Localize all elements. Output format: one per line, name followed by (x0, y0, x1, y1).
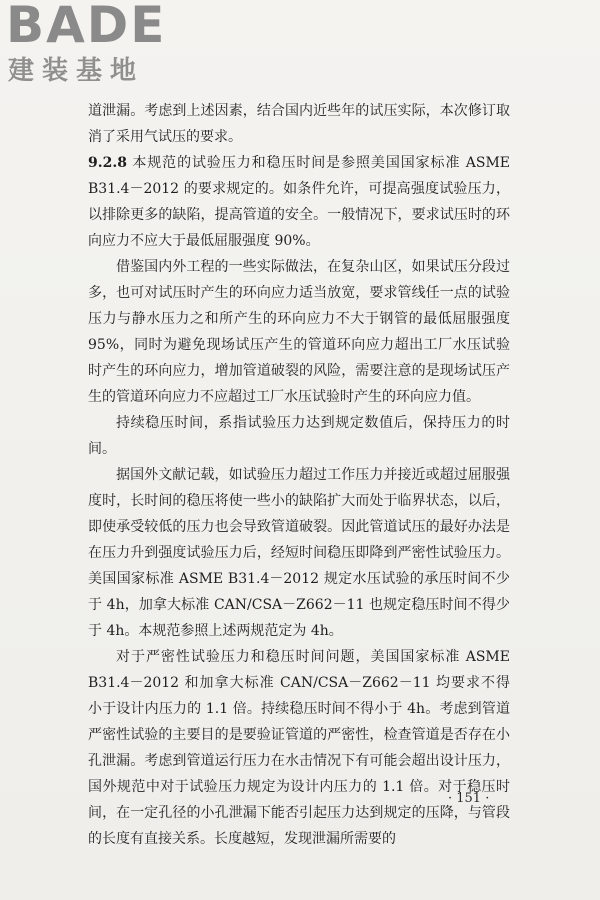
paragraph-text: 借鉴国内外工程的一些实际做法，在复杂山区，如果试压分段过多，也可对试压时产生的环向应力适当放宽，要求管线任一点的试验压力与静水压力之和所产生的环向应力不大于钢管的最低屈服强度 95%，同时为避免现场试压产生的管道环向应力超出工厂水压试验时产生的环向应力，增加管道破裂的风险，需要注意的是现场试压产生的管道环向应力不应超过工厂水压试验时产生的环向应力值。 (88, 259, 510, 405)
paragraph-tightness-test (88, 644, 510, 852)
section-number: 9.2.8 (88, 155, 127, 171)
paragraph-text: 持续稳压时间，系指试验压力达到规定数值后，保持压力的时间。 (88, 415, 510, 457)
paragraph-continuation (88, 98, 510, 150)
paragraph-section-9-2-8 (88, 150, 510, 254)
paragraph-text: 据国外文献记载，如试验压力超过工作压力并接近或超过屈服强度时，长时间的稳压将使一些小的缺陷扩大而处于临界状态，以后，即使承受较低的压力也会导致管道破裂。因此管道试压的最好办法是在压力升到强度试验压力后，经短时间稳压即降到严密性试验压力。美国国家标准 ASME B31.4－2012 规定水压试验的承压时间不少于 4h，加拿大标准 CAN/CSA－Z662－11 也规定稳压时间不得少于 4h。本规范参照上述两规范定为 4h。 (88, 467, 510, 639)
page-number: · 151 · (448, 791, 490, 806)
paragraph-foreign-literature (88, 462, 510, 644)
paragraph-text: 本规范的试验压力和稳压时间是参照美国国家标准 ASME B31.4－2012 的要求规定的。如条件允许，可提高强度试验压力，以排除更多的缺陷，提高管道的安全。一般情况下，要求试压时的环向应力不应大于最低屈服强度 90%。 (88, 155, 510, 249)
logo-letters: BADE (6, 0, 167, 54)
paragraph-hold-time-definition (88, 410, 510, 462)
paragraph-mountain-areas (88, 254, 510, 410)
logo-subtitle: 建装基地 (8, 56, 145, 86)
watermark-logo (6, 0, 176, 92)
paragraph-text: 道泄漏。考虑到上述因素，结合国内近些年的试压实际，本次修订取消了采用气试压的要求。 (88, 103, 510, 145)
paragraph-text: 对于严密性试验压力和稳压时间问题，美国国家标准 ASME B31.4－2012 和加拿大标准 CAN/CSA－Z662－11 均要求不得小于设计内压力的 1.1 倍。持续稳压时间不得小于 4h。考虑到管道严密性试验的主要目的是要验证管道的严密性，检查管道是否存在小孔泄漏。考虑到管道运行压力在水击情况下有可能会超出设计压力，国外规范中对于试验压力规定为设计内压力的 1.1 倍。对于稳压时间，在一定孔径的小孔泄漏下能否引起压力达到规定的压降，与管段的长度有直接关系。长度越短，发现泄漏所需要的 (88, 649, 510, 847)
body-text (88, 98, 510, 852)
